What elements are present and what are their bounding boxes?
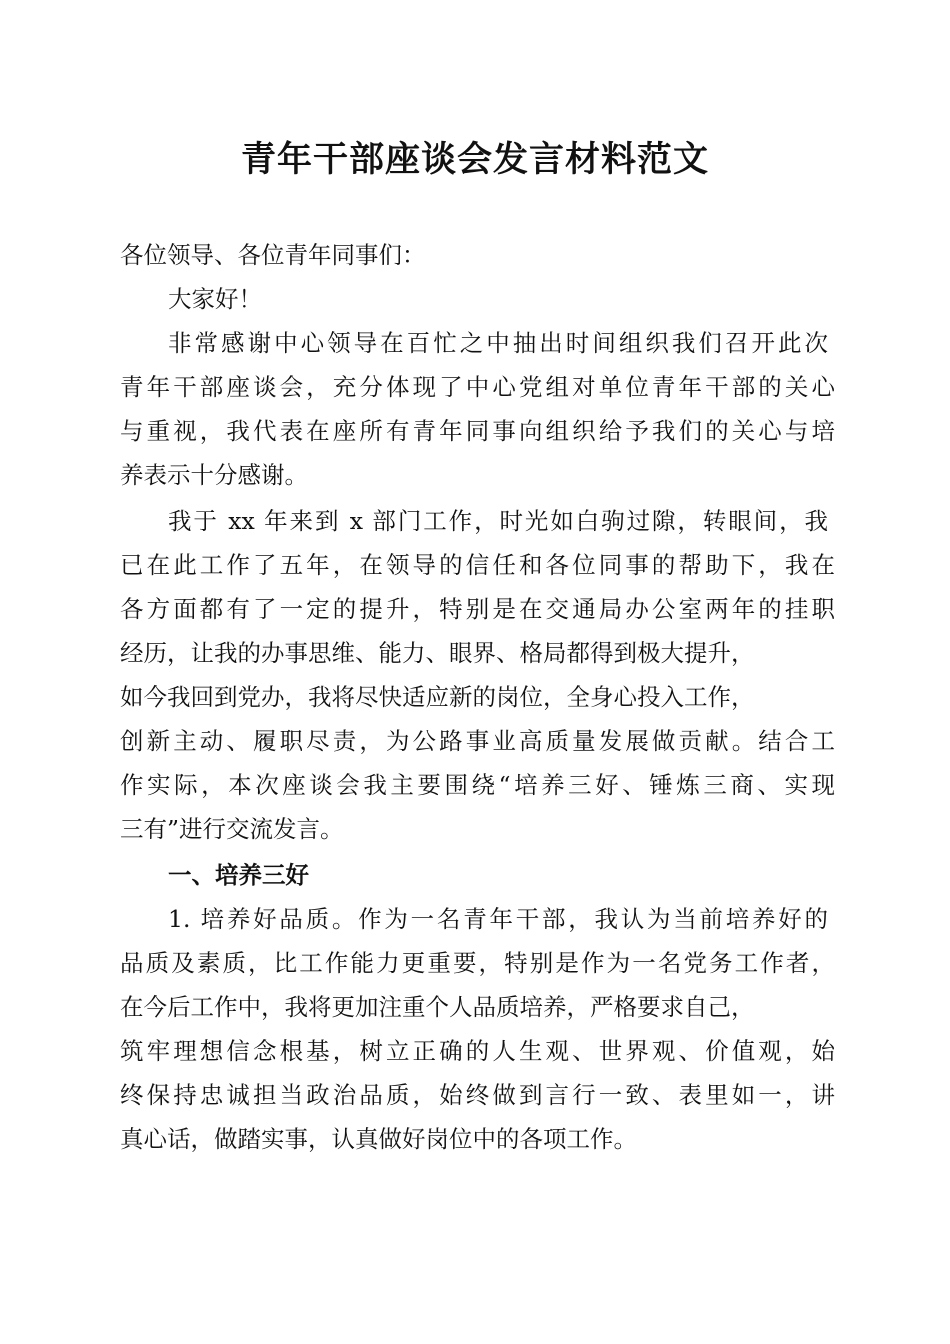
section-heading: 一、培养三好 [168,861,309,889]
salutation: 各位领导、各位青年同事们： [120,241,426,269]
paragraph-line: 1. 培养好品质。作为一名青年干部，我认为当前培养好的 [168,905,828,933]
paragraph-line: 非常感谢中心领导在百忙之中抽出时间组织我们召开此次 [168,329,828,357]
paragraph-line: 终保持忠诚担当政治品质，始终做到言行一致、表里如一，讲 [120,1081,835,1109]
paragraph-line: 在今后工作中，我将更加注重个人品质培养，严格要求自己， [120,993,755,1021]
greeting: 大家好！ [168,285,262,313]
paragraph-line: 真心话，做踏实事，认真做好岗位中的各项工作。 [120,1125,637,1153]
paragraph-line: 如今我回到党办，我将尽快适应新的岗位，全身心投入工作， [120,683,755,711]
paragraph-line: 筑牢理想信念根基，树立正确的人生观、世界观、价值观，始 [120,1037,835,1065]
paragraph-line: 青年干部座谈会，充分体现了中心党组对单位青年干部的关心 [120,373,835,401]
paragraph-line: 经历，让我的办事思维、能力、眼界、格局都得到极大提升， [120,639,755,667]
paragraph-line: 三有”进行交流发言。 [120,815,344,843]
paragraph-line: 品质及素质，比工作能力更重要，特别是作为一名党务工作者， [120,949,835,977]
paragraph-line: 已在此工作了五年，在领导的信任和各位同事的帮助下，我在 [120,551,835,579]
paragraph-line: 我于 xx 年来到 x 部门工作，时光如白驹过隙，转眼间，我 [168,507,828,535]
paragraph-line: 养表示十分感谢。 [120,461,308,489]
paragraph-line: 作实际，本次座谈会我主要围绕“培养三好、锤炼三商、实现 [120,771,835,799]
paragraph-line: 与重视，我代表在座所有青年同事向组织给予我们的关心与培 [120,417,835,445]
paragraph-line: 各方面都有了一定的提升，特别是在交通局办公室两年的挂职 [120,595,835,623]
paragraph-line: 创新主动、履职尽责，为公路事业高质量发展做贡献。结合工 [120,727,835,755]
document-title: 青年干部座谈会发言材料范文 [240,139,709,180]
